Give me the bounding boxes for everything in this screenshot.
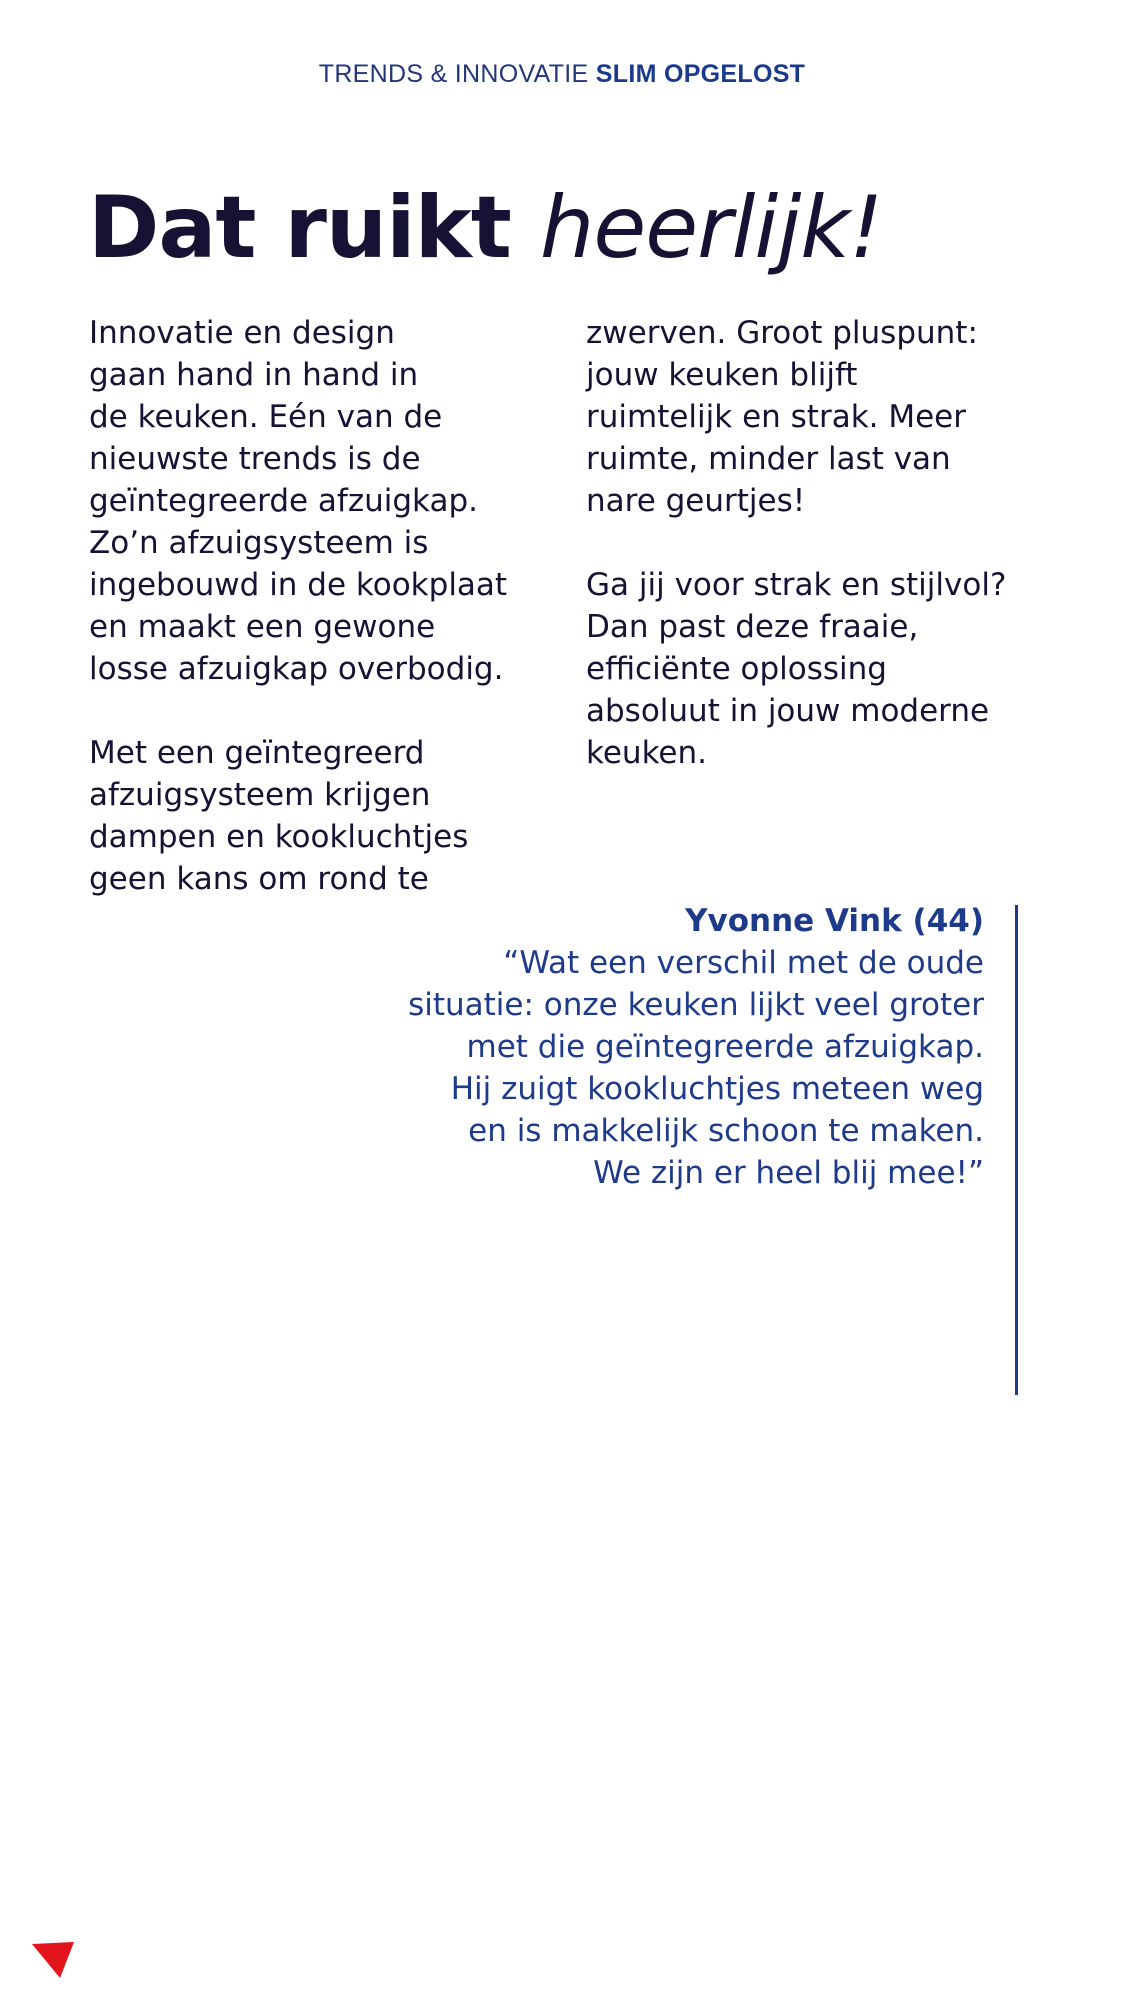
headline-italic: heerlijk! [539, 178, 883, 278]
display-digits-2: 7 5 [625, 1870, 720, 1889]
brand-logo: Pelgrim [567, 1910, 601, 1921]
footer-label: Inbouw Inspiratie [88, 1945, 295, 1973]
section-kicker [0, 60, 1124, 89]
display-digits: 000 5 A 5 [560, 1833, 694, 1854]
body-column-left [89, 312, 539, 900]
paragraph-4: Ga jij voor strak en stijlvol? Dan past deze fraaie, efficiënte oplossing absoluut in jouw moderne keuken. [586, 567, 1007, 771]
page-headline [88, 178, 883, 278]
svg-text:▯ ═ ≡ ≋: ▯ ═ ≡ ≋ [445, 1836, 556, 1851]
quote-author: Yvonne Vink (44) [685, 903, 984, 939]
paragraph-1: Innovatie en design gaan hand in hand in de keuken. Eén van de nieuwste trends is de geïntegreerde afzuigkap. Zo’n afzuigsysteem is ingebouwd in de kookplaat en maakt een gewone losse afzuigkap overbodig. [89, 315, 508, 687]
brand-triangle-icon [30, 1940, 76, 1980]
downdraft-vent [330, 1380, 830, 1760]
marble-background [0, 1080, 1124, 2000]
pull-quote [344, 900, 984, 1194]
control-panel [445, 1833, 720, 1921]
kicker-regular: TRENDS & INNOVATIE [318, 60, 589, 88]
pan [30, 1525, 450, 1840]
pot [130, 1210, 459, 1460]
cooktop-photo [0, 1080, 1124, 2000]
quote-text: “Wat een verschil met de oude situatie: onze keuken lijkt veel groter met die geïntegreerde afzuigkap. Hij zuigt kookluchtjes meteen weg en is makkelijk schoon te maken. We zijn er heel blij mee!” [408, 945, 984, 1191]
steak-2 [772, 1546, 939, 1734]
hob-glass [70, 1260, 1114, 1950]
paragraph-2: Met een geïntegreerd afzuigsysteem krijgen dampen en kookluchtjes geen kans om rond te [89, 735, 469, 897]
kicker-bold: SLIM OPGELOST [595, 60, 806, 88]
body-column-right [586, 312, 1036, 774]
steak-1 [821, 1427, 999, 1573]
headline-regular: Dat ruikt [88, 178, 511, 278]
display-scale: 0 1 2 3 4 5 6 7 8 9 P [445, 1876, 656, 1887]
grill-plate [740, 1370, 1040, 1830]
paragraph-3: zwerven. Groot pluspunt: jouw keuken blijft ruimtelijk en strak. Meer ruimte, minder last van nare geurtjes! [586, 315, 978, 519]
quote-rule [1015, 905, 1018, 1395]
